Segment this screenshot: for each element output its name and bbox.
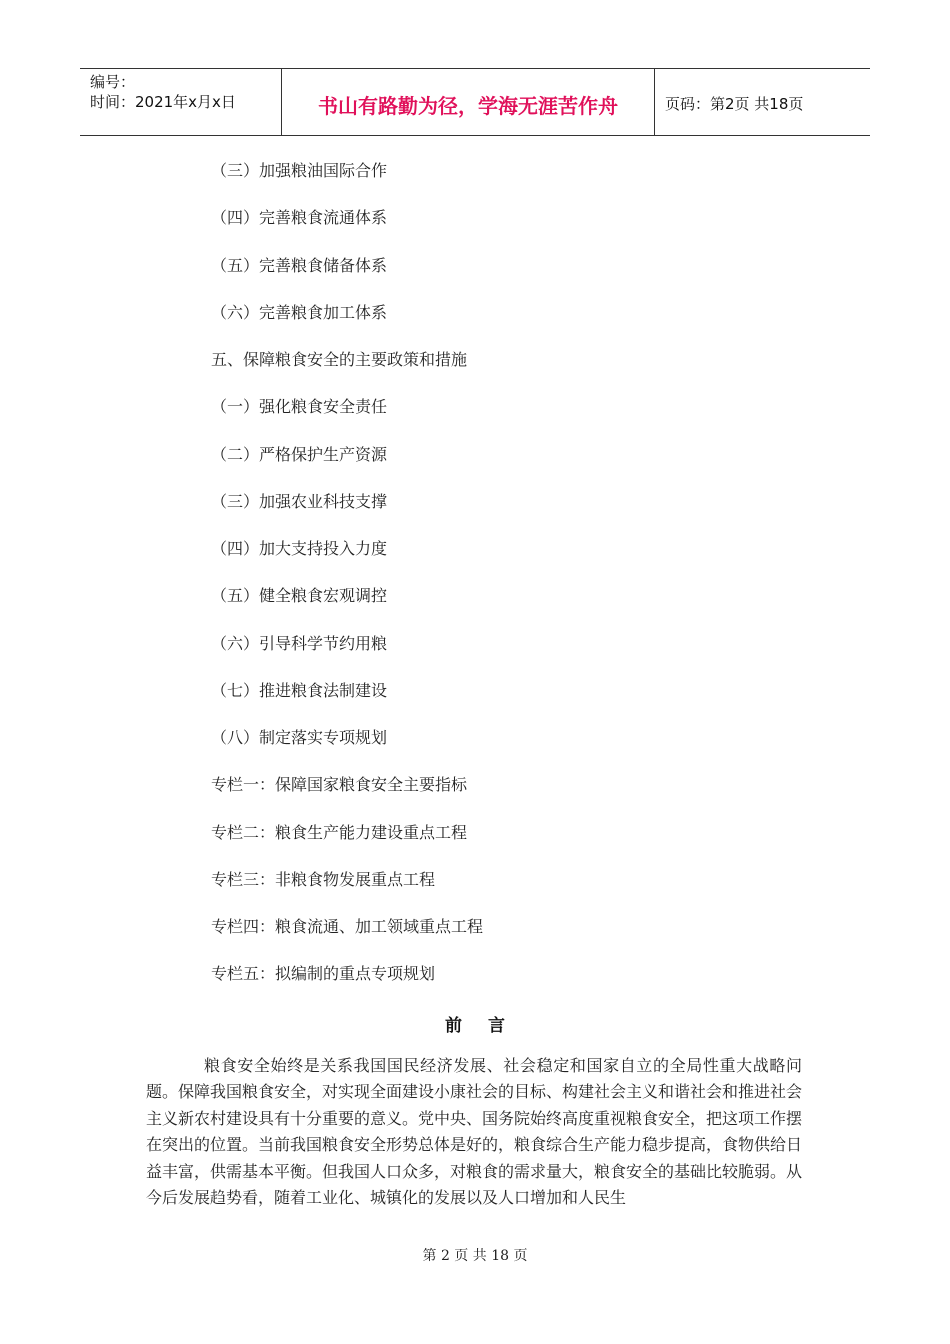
preface-paragraph: 粮食安全始终是关系我国国民经济发展、社会稳定和国家自立的全局性重大战略问题。保障我国粮食安全，对实现全面建设小康社会的目标、构建社会主义和谐社会和推进社会主义新农村建设具有十分重要的意义。党中央、国务院始终高度重视粮食安全，把这项工作摆在突出的位置。当前我国粮食安全形势总体是好的，粮食综合生产能力稳步提高，食物供给日益丰富，供需基本平衡。但我国人口众多，对粮食的需求量大，粮食安全的基础比较脆弱。从今后发展趋势看，随着工业化、城镇化的发展以及人口增加和人民生 xyxy=(146,1056,803,1208)
toc-item: 专栏二：粮食生产能力建设重点工程 xyxy=(211,822,468,842)
toc-item: （三）加强粮油国际合作 xyxy=(211,161,388,180)
document-time-label: 时间：2021年x月x日 xyxy=(90,93,236,111)
toc-item: （三）加强农业科技支撑 xyxy=(211,491,388,511)
toc-item: 专栏五：拟编制的重点专项规划 xyxy=(211,964,436,984)
header-table xyxy=(80,68,870,136)
toc-item: （六）引导科学节约用粮 xyxy=(211,633,388,653)
page-footer: 第 2 页 共 18 页 xyxy=(422,1248,528,1264)
toc-item: （一）强化粮食安全责任 xyxy=(211,397,388,417)
toc-item: （二）严格保护生产资源 xyxy=(211,444,388,464)
document-number-label: 编号： xyxy=(90,73,136,91)
header-page-info: 页码：第2页 共18页 xyxy=(665,94,804,113)
header-motto: 书山有路勤为径，学海无涯苦作舟 xyxy=(282,69,655,135)
toc-item: （四）完善粮食流通体系 xyxy=(211,208,388,228)
toc-item: 专栏一：保障国家粮食安全主要指标 xyxy=(211,775,468,795)
toc-item: （八）制定落实专项规划 xyxy=(211,728,388,747)
toc-item: 五、保障粮食安全的主要政策和措施 xyxy=(211,350,468,369)
preface-heading: 前言 xyxy=(445,1016,531,1036)
table-of-contents xyxy=(211,158,483,1009)
header-meta-cell xyxy=(80,69,282,135)
toc-item: （五）健全粮食宏观调控 xyxy=(211,586,388,606)
toc-item: （六）完善粮食加工体系 xyxy=(211,302,388,322)
toc-item: （四）加大支持投入力度 xyxy=(211,539,388,558)
toc-item: 专栏四：粮食流通、加工领域重点工程 xyxy=(211,917,484,936)
toc-item: 专栏三：非粮食物发展重点工程 xyxy=(211,869,436,889)
toc-item: （五）完善粮食储备体系 xyxy=(211,255,388,275)
toc-item: （七）推进粮食法制建设 xyxy=(211,680,388,700)
